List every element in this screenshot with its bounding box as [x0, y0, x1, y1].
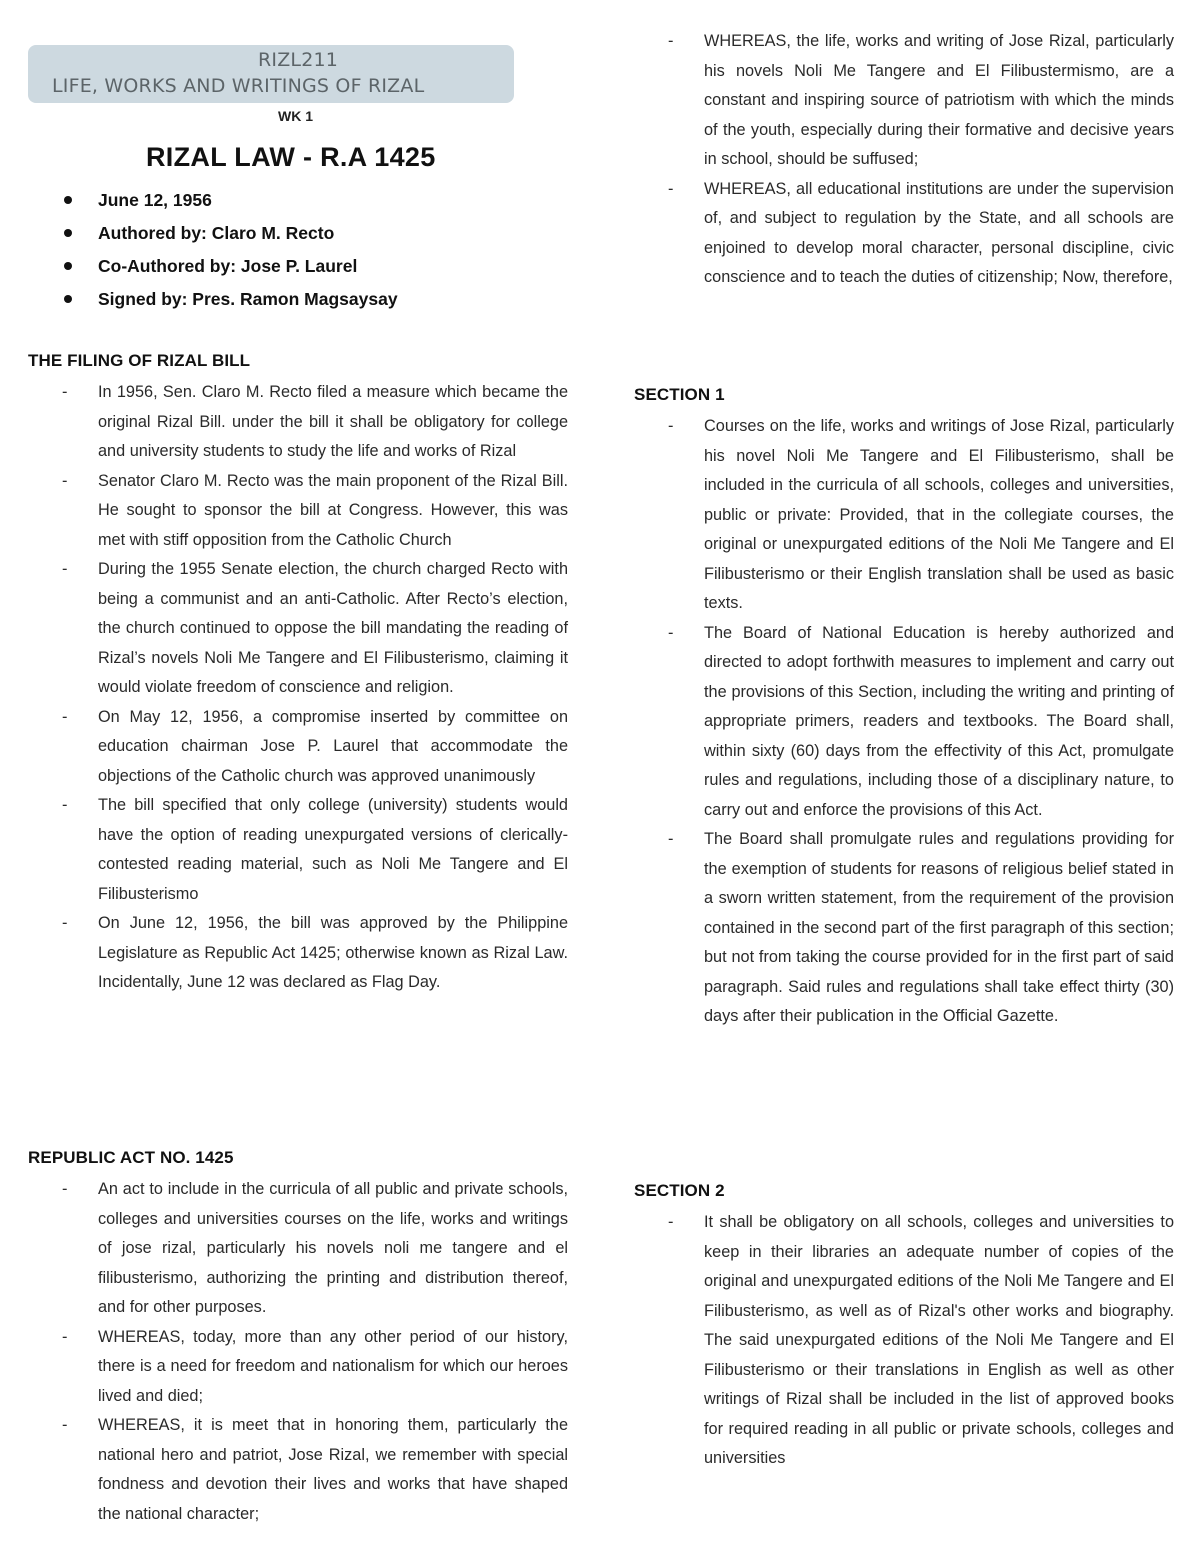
item-text: WHEREAS, today, more than any other period of our history, there is a need for freedom and nationalism for which our heroes lived and died;	[98, 1327, 568, 1405]
item-text: On May 12, 1956, a compromise inserted by committee on education chairman Jose P. Laurel that accommodate the objections of the Catholic church was approved unanimously	[98, 707, 568, 785]
list-item	[28, 703, 568, 792]
item-text: Courses on the life, works and writings of Jose Rizal, particularly his novel Noli Me Tangere and El Filibusterismo, shall be included in the curricula of all schools, colleges and universities, public or private: Provided, that in the collegiate courses, the original or unexpurgated editions of the Noli Me Tangere and El Filibusterismo or their English translation shall be used as basic texts.	[704, 417, 1174, 612]
list-item	[634, 27, 1174, 175]
republic-act-list	[28, 1175, 568, 1529]
fact-item	[28, 219, 398, 252]
item-text: It shall be obligatory on all schools, colleges and universities to keep in their libraries an adequate number of copies of the original and unexpurgated editions of the Noli Me Tangere and El Filibusterismo, as well as of Rizal's other works and biography. The said unexpurgated editions of the Noli Me Tangere and El Filibusterismo or their translations in English as well as other writings of Rizal shall be included in the list of approved books for required reading in all public or private schools, colleges and universities	[704, 1213, 1174, 1467]
dash-icon: -	[62, 707, 68, 726]
dash-icon: -	[668, 417, 674, 435]
fact-item	[28, 252, 398, 285]
item-text: WHEREAS, all educational institutions are under the supervision of, and subject to regulation by the State, and all schools are enjoined to develop moral character, personal discipline, civic conscience and to teach the duties of citizenship; Now, therefore,	[704, 179, 1174, 286]
dash-icon: -	[668, 830, 674, 848]
item-text: The Board shall promulgate rules and regulations providing for the exemption of students for reasons of religious belief stated in a sworn written statement, from the requirement of the provision contained in the second part of the first paragraph of this section; but not from taking the course provided for in the first part of said paragraph. Said rules and regulations shall take effect thirty (30) days after their publication in the Official Gazette.	[704, 830, 1174, 1025]
item-text: During the 1955 Senate election, the church charged Recto with being a communist and an anti-Catholic. After Recto’s election, the church continued to oppose the bill mandating the reading of Rizal’s novels Noli Me Tangere and El Filibusterismo, claiming it would violate freedom of conscience and religion.	[98, 560, 568, 696]
section-heading: SECTION 1	[634, 385, 725, 404]
section-1-list	[634, 412, 1174, 1032]
republic-act-continued	[634, 27, 1174, 293]
bullet-icon	[64, 295, 72, 303]
fact-item	[28, 186, 398, 219]
item-text: The bill specified that only college (university) students would have the option of reading unexpurgated versions of clerically-contested reading material, such as Noli Me Tangere and El Filibusterismo	[98, 796, 568, 903]
item-text: WHEREAS, the life, works and writing of Jose Rizal, particularly his novels Noli Me Tangere and El Filibustermismo, are a constant and inspiring source of patriotism with which the minds of the youth, especially during their formative and decisive years in school, should be suffused;	[704, 32, 1174, 168]
dash-icon: -	[62, 1180, 68, 1198]
course-title: LIFE, WORKS AND WRITINGS OF RIZAL	[52, 75, 425, 97]
section-heading: SECTION 2	[634, 1181, 725, 1200]
page-title: RIZAL LAW - R.A 1425	[146, 142, 436, 172]
dash-icon: -	[62, 796, 68, 814]
republic-act-section	[28, 1145, 568, 1529]
list-item	[28, 909, 568, 998]
fact-item	[28, 285, 398, 318]
section-heading: REPUBLIC ACT NO. 1425	[28, 1148, 234, 1167]
list-item	[28, 1323, 568, 1412]
dash-icon: -	[62, 560, 68, 578]
list-item	[28, 1175, 568, 1323]
dash-icon: -	[668, 179, 674, 198]
section-2-list	[634, 1208, 1174, 1474]
dash-icon: -	[62, 471, 68, 490]
fact-text: June 12, 1956	[98, 190, 212, 210]
item-text: On June 12, 1956, the bill was approved by the Philippine Legislature as Republic Act 1425; otherwise known as Rizal Law. Incidentally, June 12 was declared as Flag Day.	[98, 914, 568, 991]
fact-text: Co-Authored by: Jose P. Laurel	[98, 256, 358, 276]
bullet-icon	[64, 262, 72, 270]
week-label: WK 1	[278, 108, 313, 124]
list-item	[634, 619, 1174, 826]
course-code: RIZL211	[258, 49, 339, 71]
list-item	[634, 175, 1174, 293]
dash-icon: -	[668, 1213, 674, 1231]
list-item	[28, 1411, 568, 1529]
filing-list	[28, 378, 568, 998]
section-2	[634, 1178, 1174, 1474]
list-item	[28, 378, 568, 467]
dash-icon: -	[62, 1416, 68, 1434]
item-text: The Board of National Education is hereby authorized and directed to adopt forthwith measures to implement and carry out the provisions of this Section, including the writing and printing of appropriate primers, readers and textbooks. The Board shall, within sixty (60) days from the effectivity of this Act, promulgate rules and regulations, including those of a disciplinary nature, to carry out and enforce the provisions of this Act.	[704, 623, 1174, 819]
item-text: WHEREAS, it is meet that in honoring them, particularly the national hero and patriot, Jose Rizal, we remember with special fondness and devotion their lives and works that have shaped the national character;	[98, 1416, 568, 1523]
item-text: An act to include in the curricula of all public and private schools, colleges and universities courses on the life, works and writings of jose rizal, particularly his novels noli me tangere and el filibusterismo, authorizing the printing and distribution thereof, and for other purposes.	[98, 1180, 568, 1316]
list-item	[634, 825, 1174, 1032]
bullet-icon	[64, 196, 72, 204]
bullet-icon	[64, 229, 72, 237]
fact-text: Signed by: Pres. Ramon Magsaysay	[98, 289, 398, 309]
list-item	[28, 791, 568, 909]
dash-icon: -	[62, 383, 68, 401]
list-item	[634, 412, 1174, 619]
list-item	[28, 555, 568, 703]
list-item	[28, 467, 568, 556]
dash-icon: -	[62, 1327, 68, 1346]
republic-act-continued-list	[634, 27, 1174, 293]
list-item	[634, 1208, 1174, 1474]
section-1	[634, 382, 1174, 1032]
dash-icon: -	[668, 623, 674, 642]
dash-icon: -	[668, 32, 674, 50]
dash-icon: -	[62, 914, 68, 932]
item-text: In 1956, Sen. Claro M. Recto filed a measure which became the original Rizal Bill. under the bill it shall be obligatory for college and university students to study the life and works of Rizal	[98, 383, 568, 460]
fact-text: Authored by: Claro M. Recto	[98, 223, 335, 243]
section-heading: THE FILING OF RIZAL BILL	[28, 351, 251, 370]
filing-section	[28, 348, 568, 998]
course-header-banner	[28, 45, 514, 103]
law-facts-list	[28, 186, 398, 318]
item-text: Senator Claro M. Recto was the main proponent of the Rizal Bill. He sought to sponsor the bill at Congress. However, this was met with stiff opposition from the Catholic Church	[98, 471, 568, 549]
